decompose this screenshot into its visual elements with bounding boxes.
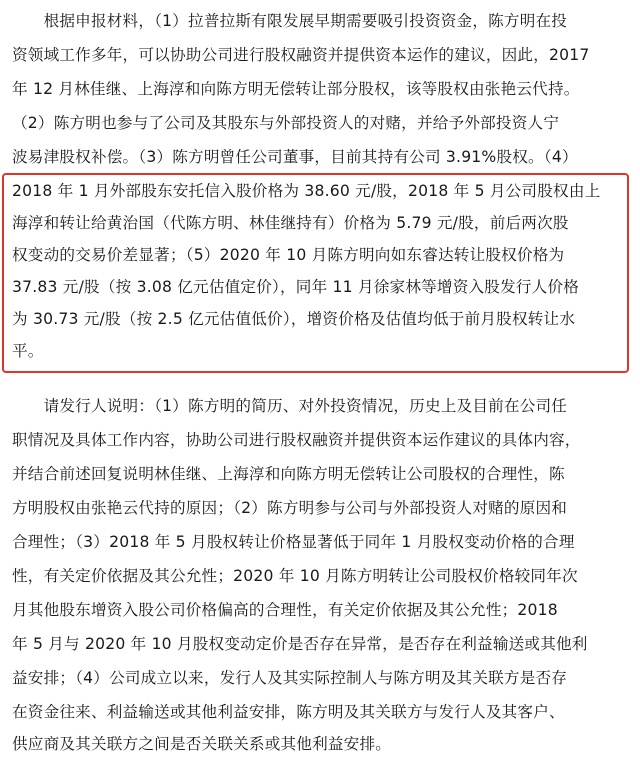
- highlighted-line: 2018 年 1 月外部股东安托信入股价格为 38.60 元/股，2018 年 5 月公司股权由上: [12, 182, 601, 200]
- paragraph-1-line: 根据申报材料，（1）拉普拉斯有限发展早期需要吸引投资资金，陈方明在投: [12, 12, 568, 30]
- paragraph-1-line: 年 12 月林佳继、上海淳和向陈方明无偿转让部分股权，该等股权由张艳云代持。: [12, 80, 580, 98]
- paragraph-2-line: 方明股权由张艳云代持的原因；（2）陈方明参与公司与外部投资人对赌的原因和: [12, 499, 568, 517]
- paragraph-2-line: 供应商及其关联方之间是否关联关系或其他利益安排。: [12, 735, 392, 753]
- paragraph-1-line: 资领域工作多年，可以协助公司进行股权融资并提供资本运作的建议，因此，2017: [12, 46, 590, 64]
- paragraph-2-line: 职情况及具体工作内容，协助公司进行股权融资并提供资本运作建议的具体内容，: [12, 431, 581, 449]
- highlighted-line: 海淳和转让给黄治国（代陈方明、林佳继持有）价格为 5.79 元/股，前后两次股: [12, 214, 569, 232]
- highlighted-line: 为 30.73 元/股（按 2.5 亿元估值低价），增资价格及估值均低于前月股权转让水: [12, 310, 576, 328]
- paragraph-1-line: （2）陈方明也参与了公司及其股东与外部投资人的对赌，并给予外部投资人宁: [12, 114, 560, 132]
- paragraph-2-line: 益安排；（4）公司成立以来，发行人及其实际控制人与陈方明及其关联方是否存: [12, 669, 568, 687]
- paragraph-2-line: 合理性；（3）2018 年 5 月股权转让价格显著低于同年 1 月股权变动价格的合理: [12, 533, 575, 551]
- paragraph-2-line: 年 5 月与 2020 年 10 月股权变动定价是否存在异常，是否存在利益输送或其他利: [12, 635, 588, 653]
- highlighted-line: 37.83 元/股（按 3.08 亿元估值定价），同年 11 月徐家林等增资入股发行人价格: [12, 278, 580, 296]
- paragraph-2-line: 月其他股东增资入股公司价格偏高的合理性，有关定价依据及其公允性；2018: [12, 601, 558, 619]
- paragraph-2-line: 请发行人说明：（1）陈方明的简历、对外投资情况，历史上及目前在公司任: [12, 397, 568, 415]
- highlighted-line: 平。: [12, 342, 44, 360]
- paragraph-1-line: 波易津股权补偿。（3）陈方明曾任公司董事，目前其持有公司 3.91%股权。（4）: [12, 148, 578, 166]
- paragraph-2-line: 性，有关定价依据及其公允性；2020 年 10 月陈方明转让公司股权价格较同年次: [12, 567, 578, 585]
- paragraph-2-line: 并结合前述回复说明林佳继、上海淳和向陈方明无偿转让公司股权的合理性，陈: [12, 465, 565, 483]
- paragraph-2-line: 在资金往来、利益输送或其他利益安排，陈方明及其关联方与发行人及其客户、: [12, 703, 565, 721]
- highlighted-line: 权变动的交易价差显著；（5）2020 年 10 月陈方明向如东睿达转让股权价格为: [12, 246, 565, 264]
